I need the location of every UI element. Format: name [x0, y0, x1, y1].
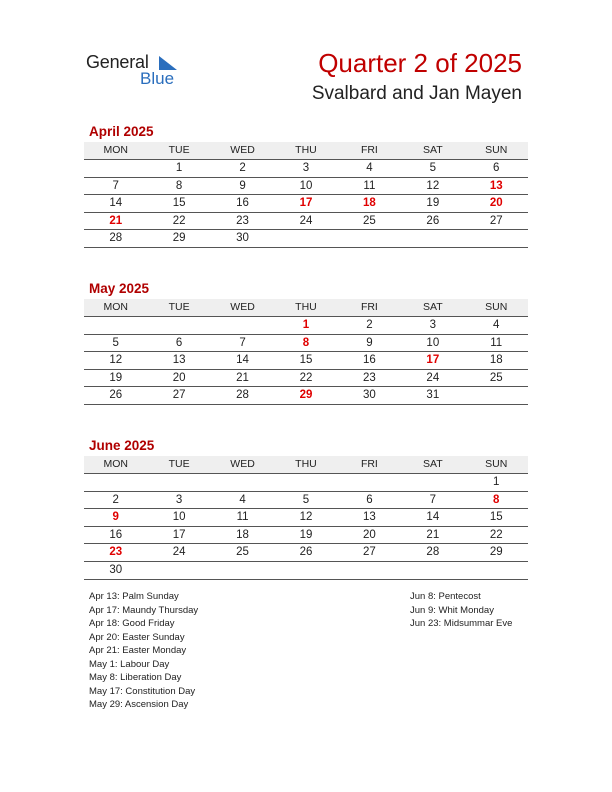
weekday-label: WED	[230, 144, 255, 156]
weekday-label: SUN	[485, 458, 508, 470]
day-cell: 5	[302, 493, 310, 506]
day-cell: 25	[236, 546, 249, 559]
day-cell: 4	[493, 319, 500, 331]
day-cell: 3	[302, 162, 310, 174]
day-cell	[274, 562, 337, 579]
day-cell: 11	[490, 336, 503, 349]
day-cell	[147, 474, 210, 491]
day-cell: 20	[363, 528, 376, 541]
week-row	[84, 352, 528, 370]
day-cell: 12	[109, 354, 123, 367]
day-cell: 18	[236, 528, 249, 541]
day-cell: 30	[236, 232, 249, 245]
weekday-label: WED	[230, 301, 255, 313]
month-title: May 2025	[89, 281, 150, 296]
day-cell: 27	[489, 214, 503, 227]
week-row	[84, 387, 528, 405]
holiday-day-cell: 17	[426, 354, 440, 367]
week-row	[84, 317, 528, 335]
day-cell: 30	[363, 389, 376, 402]
holiday-day-cell: 8	[493, 493, 500, 506]
day-cell	[211, 317, 274, 334]
holiday-entry: Jun 8: Pentecost	[410, 591, 481, 602]
day-cell: 7	[429, 493, 437, 506]
day-cell: 4	[239, 493, 246, 506]
day-cell	[401, 474, 464, 491]
holiday-entry: Apr 21: Easter Monday	[89, 645, 187, 656]
month-title: April 2025	[89, 124, 154, 139]
day-cell: 4	[366, 162, 373, 174]
page-title: Quarter 2 of 2025	[318, 48, 522, 78]
weekday-header	[84, 456, 528, 474]
holiday-entry: Apr 17: Maundy Thursday	[89, 604, 199, 616]
brand-logo	[86, 52, 196, 92]
holiday-entry: Apr 20: Easter Sunday	[89, 631, 185, 643]
holiday-day-cell: 9	[112, 511, 119, 524]
day-cell: 22	[489, 528, 503, 541]
day-cell: 14	[426, 511, 440, 524]
day-cell: 14	[109, 197, 123, 210]
day-cell: 16	[236, 197, 249, 210]
day-cell: 21	[426, 528, 440, 541]
day-cell	[147, 317, 210, 334]
day-cell: 15	[299, 354, 313, 367]
day-cell: 10	[299, 179, 313, 192]
day-cell: 31	[426, 389, 440, 402]
day-cell: 6	[493, 162, 500, 174]
day-cell: 24	[172, 546, 186, 559]
day-cell: 10	[426, 336, 440, 349]
day-cell	[465, 562, 528, 579]
day-cell: 2	[239, 162, 246, 174]
day-cell: 16	[363, 354, 376, 367]
holiday-entry: Jun 23: Midsummar Eve	[410, 618, 513, 629]
day-cell: 7	[112, 179, 119, 192]
day-cell: 26	[426, 214, 440, 227]
day-cell: 23	[363, 371, 376, 384]
day-cell: 24	[426, 371, 440, 384]
holiday-day-cell: 1	[302, 319, 310, 331]
week-row	[84, 562, 528, 580]
day-cell: 25	[489, 371, 503, 384]
weekday-label: SAT	[422, 301, 443, 313]
day-cell: 15	[489, 511, 503, 524]
weekday-label: TUE	[168, 301, 190, 313]
weekday-label: TUE	[168, 458, 190, 470]
day-cell: 19	[109, 371, 123, 384]
weekday-header	[84, 142, 528, 160]
day-cell: 19	[299, 528, 313, 541]
day-cell: 12	[426, 179, 440, 192]
day-cell: 6	[366, 493, 373, 506]
day-cell: 7	[239, 336, 246, 349]
day-cell: 24	[299, 214, 313, 227]
day-cell: 10	[172, 511, 186, 524]
weekday-label: SAT	[422, 458, 443, 470]
week-row	[84, 370, 528, 388]
day-cell: 30	[109, 563, 123, 576]
day-cell: 6	[175, 336, 183, 349]
day-cell: 27	[172, 389, 186, 402]
weekday-label: THU	[295, 301, 317, 313]
day-cell	[84, 160, 147, 177]
holiday-entry: May 8: Liberation Day	[89, 672, 182, 683]
month-may	[84, 281, 528, 405]
holiday-day-cell: 17	[299, 197, 313, 210]
day-cell	[211, 474, 274, 491]
day-cell: 13	[363, 511, 376, 524]
week-row	[84, 178, 528, 196]
weekday-label: THU	[295, 458, 317, 470]
day-cell	[465, 230, 528, 247]
week-row	[84, 527, 528, 545]
day-cell: 3	[175, 493, 183, 506]
weekday-label: MON	[103, 301, 128, 313]
holiday-day-cell: 20	[489, 197, 503, 210]
day-cell: 11	[363, 179, 376, 192]
day-cell: 27	[363, 546, 376, 559]
day-cell: 20	[172, 371, 186, 384]
page-subtitle: Svalbard and Jan Mayen	[311, 83, 522, 104]
day-cell: 29	[172, 232, 186, 245]
day-cell: 28	[109, 232, 123, 245]
day-cell	[274, 230, 337, 247]
holiday-list-right	[410, 590, 512, 631]
day-cell: 14	[236, 354, 249, 367]
weekday-label: TUE	[168, 144, 190, 156]
day-cell: 21	[236, 371, 249, 384]
weekday-label: FRI	[360, 144, 378, 156]
day-cell: 28	[426, 546, 440, 559]
week-row	[84, 335, 528, 353]
logo-general-text: General	[86, 52, 149, 72]
day-cell: 26	[299, 546, 313, 559]
month-title: June 2025	[89, 438, 155, 453]
week-row	[84, 492, 528, 510]
weekday-label: SAT	[422, 144, 443, 156]
week-row	[84, 230, 528, 248]
day-cell: 5	[429, 162, 437, 174]
week-row	[84, 544, 528, 562]
week-row	[84, 195, 528, 213]
day-cell: 3	[429, 319, 437, 331]
day-cell: 17	[172, 528, 186, 541]
weekday-label: FRI	[360, 458, 378, 470]
day-cell: 26	[109, 389, 123, 402]
day-cell: 15	[172, 197, 186, 210]
day-cell	[84, 474, 147, 491]
weekday-label: THU	[295, 144, 317, 156]
weekday-label: WED	[230, 458, 255, 470]
day-cell	[338, 230, 401, 247]
week-row	[84, 509, 528, 527]
holiday-day-cell: 23	[109, 546, 123, 559]
week-row	[84, 213, 528, 231]
day-cell: 1	[493, 476, 500, 488]
week-row	[84, 474, 528, 492]
weekday-label: MON	[103, 144, 128, 156]
month-june	[84, 438, 528, 580]
day-cell	[84, 317, 147, 334]
day-cell: 29	[489, 546, 503, 559]
day-cell: 16	[109, 528, 123, 541]
holiday-day-cell: 21	[109, 214, 123, 227]
day-cell: 12	[299, 511, 313, 524]
day-cell: 5	[112, 336, 119, 349]
day-cell: 18	[489, 354, 503, 367]
day-cell	[274, 474, 337, 491]
holiday-entry: May 1: Labour Day	[89, 658, 170, 670]
day-cell	[338, 562, 401, 579]
day-cell: 2	[112, 493, 119, 506]
day-cell: 9	[239, 179, 246, 192]
day-cell: 25	[363, 214, 376, 227]
holiday-entry: Jun 9: Whit Monday	[410, 604, 494, 616]
day-cell: 13	[172, 354, 186, 367]
day-cell: 1	[175, 162, 183, 174]
day-cell	[147, 562, 210, 579]
weekday-label: MON	[103, 458, 128, 470]
day-cell: 8	[175, 179, 183, 192]
logo-triangle-icon	[159, 56, 177, 70]
day-cell: 28	[236, 389, 249, 402]
day-cell	[338, 474, 401, 491]
holiday-day-cell: 13	[489, 179, 503, 192]
day-cell	[401, 562, 464, 579]
day-cell: 22	[299, 371, 313, 384]
weekday-header	[84, 299, 528, 317]
month-april	[84, 124, 528, 248]
weekday-label: SUN	[485, 144, 508, 156]
day-cell: 2	[366, 319, 373, 331]
holiday-day-cell: 18	[363, 197, 376, 210]
holiday-list-left	[89, 590, 198, 712]
holiday-entry: May 17: Constitution Day	[89, 685, 196, 697]
day-cell: 22	[172, 214, 186, 227]
holiday-day-cell: 29	[299, 389, 313, 402]
holiday-entry: Apr 18: Good Friday	[89, 618, 175, 629]
holiday-day-cell: 8	[302, 336, 310, 349]
day-cell: 23	[236, 214, 249, 227]
weekday-label: SUN	[485, 301, 508, 313]
day-cell	[465, 387, 528, 404]
logo-blue-text: Blue	[140, 69, 175, 88]
holiday-entry: Apr 13: Palm Sunday	[89, 591, 179, 602]
day-cell: 9	[366, 336, 373, 349]
holiday-entry: May 29: Ascension Day	[89, 699, 189, 710]
day-cell: 19	[426, 197, 440, 210]
day-cell	[401, 230, 464, 247]
weekday-label: FRI	[360, 301, 378, 313]
week-row	[84, 160, 528, 178]
day-cell: 11	[236, 511, 249, 524]
day-cell	[211, 562, 274, 579]
